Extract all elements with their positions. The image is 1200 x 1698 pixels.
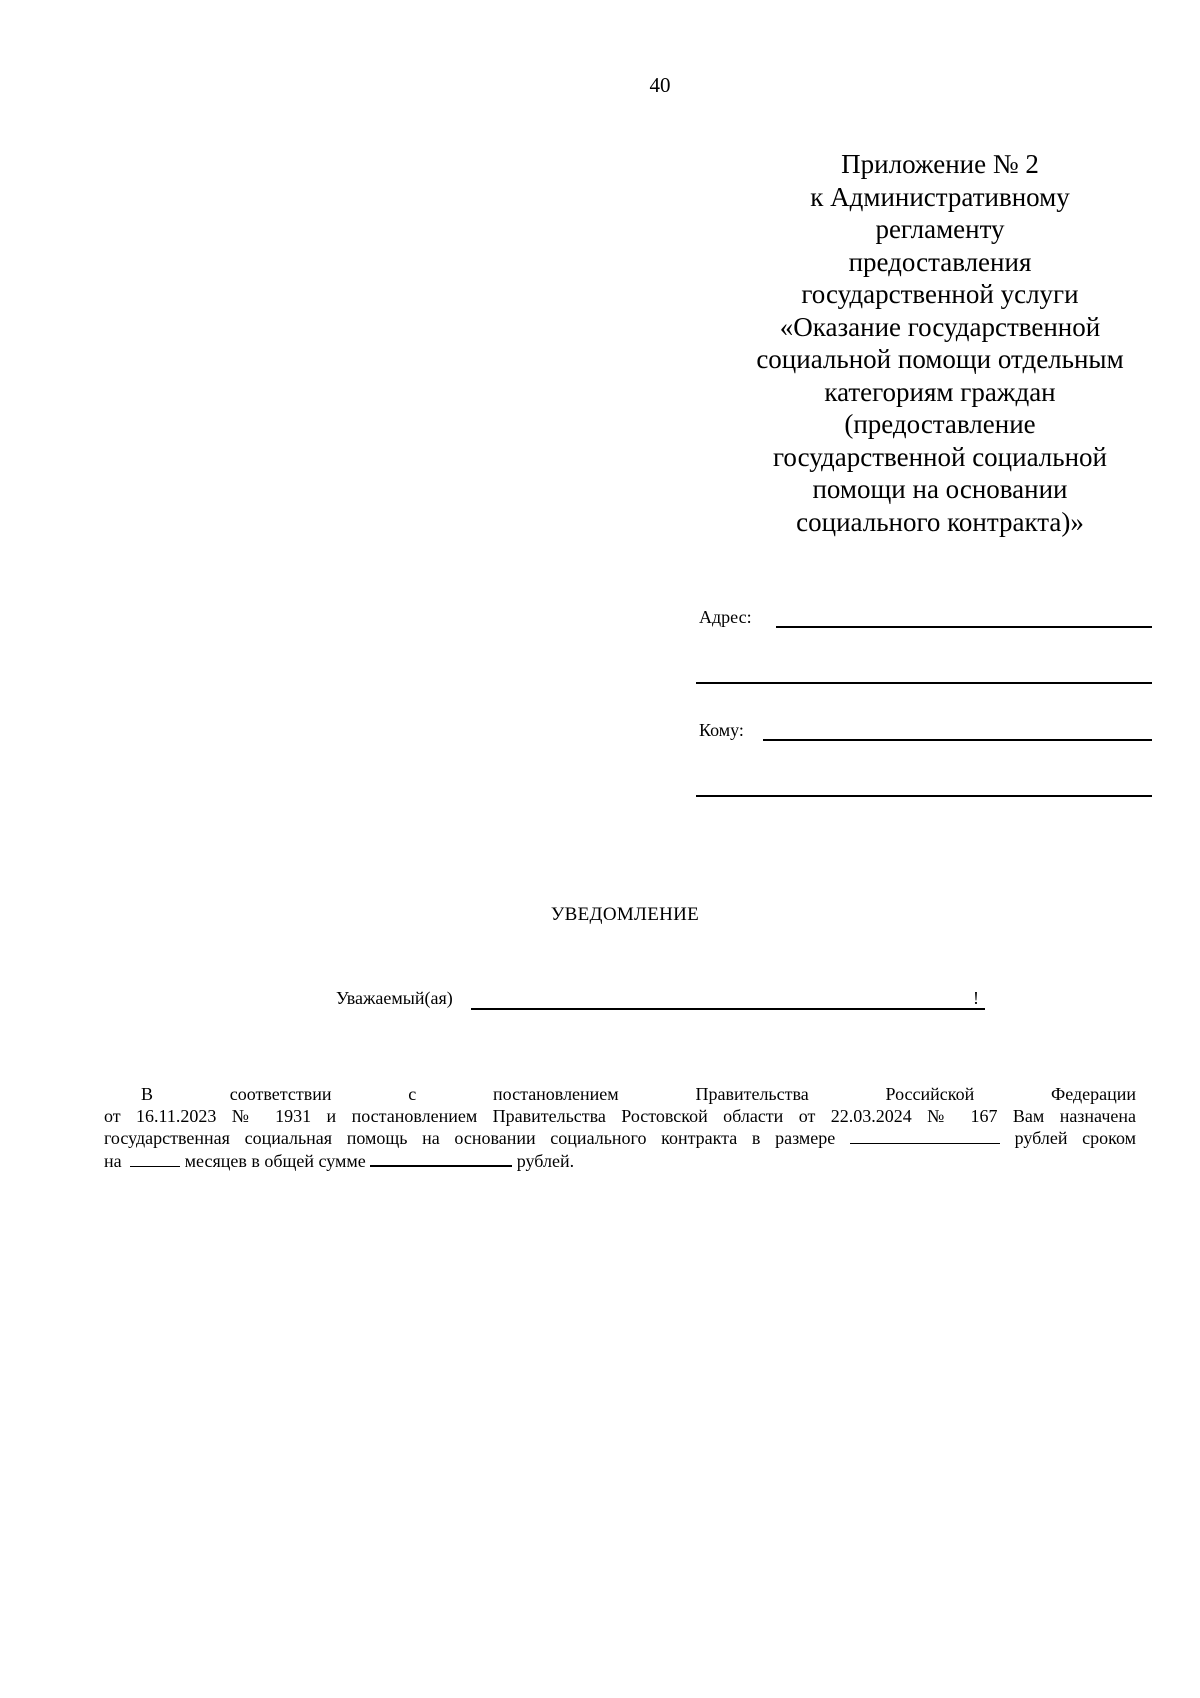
salutation-exclamation: ! xyxy=(973,988,979,1008)
appendix-line: государственной социальной xyxy=(773,441,1107,472)
appendix-line: (предоставление xyxy=(844,409,1036,439)
address-line-1[interactable] xyxy=(776,626,1152,628)
appendix-line: помощи на основании xyxy=(812,474,1068,504)
appendix-line: Приложение № 2 xyxy=(841,149,1039,179)
appendix-line: «Оказание государственной xyxy=(779,311,1101,342)
recipient-line-2[interactable] xyxy=(696,795,1152,797)
body-line-3: государственная социальная помощь на основании социального контракта в размере рублей сроком xyxy=(104,1128,1137,1148)
amount-blank[interactable] xyxy=(850,1127,1000,1144)
appendix-line: к Административному xyxy=(810,181,1070,212)
appendix-line: предоставления xyxy=(848,246,1032,277)
page-number: 40 xyxy=(649,73,671,97)
appendix-line: регламенту xyxy=(875,214,1005,244)
body-line-2: от 16.11.2023 № 1931 и постановлением Правительства Ростовской области от 22.03.2024 № 167 Вам назначена xyxy=(104,1106,1136,1126)
appendix-line: государственной услуги xyxy=(801,279,1079,309)
salutation-label: Уважаемый(ая) xyxy=(336,988,453,1008)
salutation-name-line[interactable] xyxy=(471,1008,985,1010)
appendix-line: категориям граждан xyxy=(824,376,1056,407)
recipient-label: Кому: xyxy=(699,720,744,740)
months-blank[interactable] xyxy=(130,1150,180,1167)
body-line-1: В соответствии с постановлением Правительства Российской Федерации xyxy=(141,1084,1137,1104)
notice-body xyxy=(104,1083,1136,1172)
address-label: Адрес: xyxy=(699,607,752,627)
notice-title: УВЕДОМЛЕНИЕ xyxy=(550,904,700,925)
total-sum-blank[interactable] xyxy=(370,1149,512,1167)
recipient-line-1[interactable] xyxy=(763,739,1152,741)
appendix-line: социальной помощи отдельным xyxy=(756,344,1124,374)
appendix-header xyxy=(740,148,1140,538)
address-line-2[interactable] xyxy=(696,682,1152,684)
appendix-line: социального контракта)» xyxy=(796,506,1084,537)
body-line-4: на месяцев в общей сумме рублей. xyxy=(104,1151,575,1171)
